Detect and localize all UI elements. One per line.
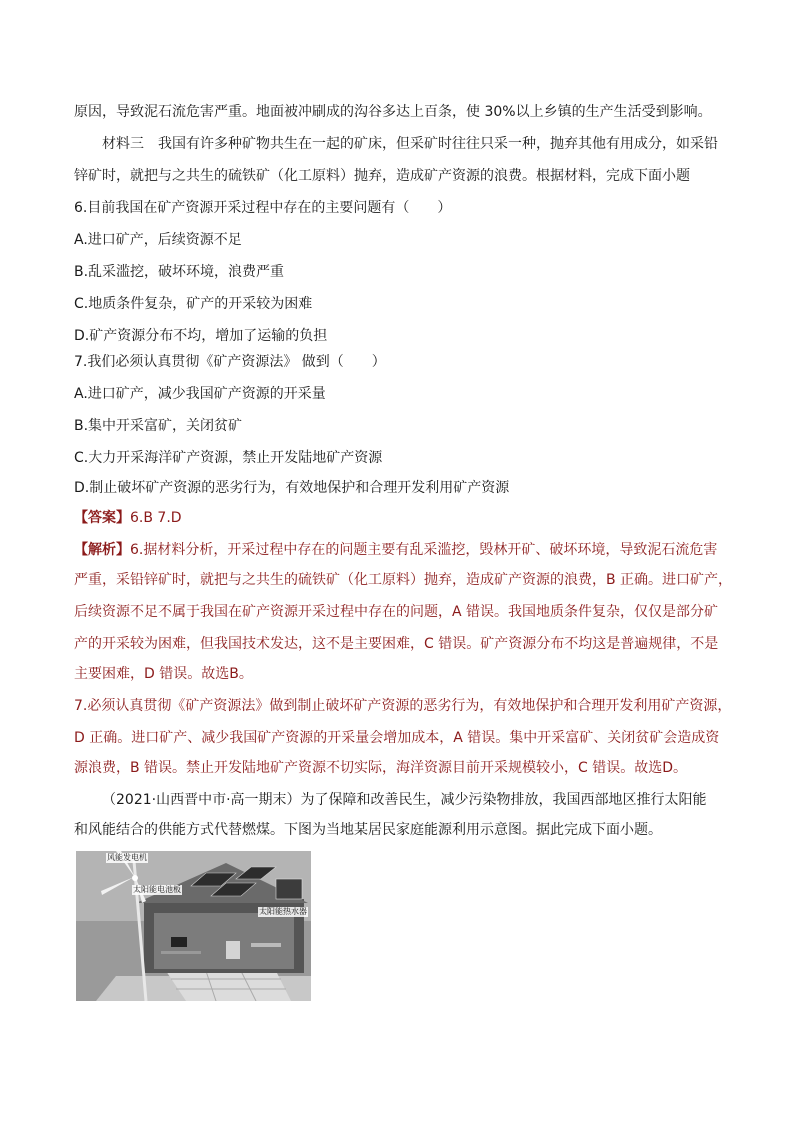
intro-line: 和风能结合的供能方式代替燃煤。下图为当地某居民家庭能源利用示意图。据此完成下面小题。 [74,822,662,838]
wind-turbine-label: 风能发电机 [107,853,147,862]
analysis-line: 主要困难，D 错误。故选B。 [74,666,253,682]
question-6-option-a: A.进口矿产，后续资源不足 [74,232,242,248]
question-7-option-a: A.进口矿产，减少我国矿产资源的开采量 [74,386,326,402]
question-7-option-c: C.大力开采海洋矿产资源，禁止开发陆地矿产资源 [74,450,383,466]
analysis-tag: 【解析】 [74,542,130,558]
solar-panel-label: 太阳能电池板 [133,885,181,894]
solar-water-heater-label: 太阳能热水器 [259,907,307,916]
body-text-line: 锌矿时，就把与之共生的硫铁矿（化工原料）抛弃，造成矿产资源的浪费。根据材料，完成下面小题 [74,168,690,184]
house-illustration [76,851,311,1001]
question-7-option-d: D.制止破坏矿产资源的恶劣行为，有效地保护和合理开发利用矿产资源 [74,480,510,496]
question-6-stem: 6.目前我国在矿产资源开采过程中存在的主要问题有（ ） [74,200,452,216]
answer-tag: 【答案】 [74,510,130,526]
analysis-line: 产的开采较为困难，但我国技术发达，这不是主要困难，C 错误。矿产资源分布不均这是普遍规律，不是 [74,636,719,652]
intro-line: （2021·山西晋中市·高一期末）为了保障和改善民生，减少污染物排放，我国西部地区推行太阳能 [102,792,707,808]
question-7-stem: 7.我们必须认真贯彻《矿产资源法》 做到（ ） [74,354,386,370]
analysis-line: D 正确。进口矿产、减少我国矿产资源的开采量会增加成本，A 错误。集中开采富矿、关闭贫矿会造成资 [74,730,720,746]
question-6-option-b: B.乱采滥挖，破坏环境，浪费严重 [74,264,285,280]
household-energy-figure [76,851,311,1001]
analysis-line: 源浪费，B 错误。禁止开发陆地矿产资源不切实际，海洋资源目前开采规模较小，C 错误。故选D。 [74,760,688,776]
analysis-line: 严重，采铅锌矿时，就把与之共生的硫铁矿（化工原料）抛弃，造成矿产资源的浪费，B 正确。进口矿产， [74,572,733,588]
analysis-line [74,540,717,560]
answer-line [74,508,182,528]
body-text-line: 原因，导致泥石流危害严重。地面被冲刷成的沟谷多达上百条，使 30%以上乡镇的生产生活受到影响。 [74,104,712,120]
question-6-option-d: D.矿产资源分布不均，增加了运输的负担 [74,328,328,344]
analysis-line: 后续资源不足不属于我国在矿产资源开采过程中存在的问题，A 错误。我国地质条件复杂，仅仅是部分矿 [74,604,719,620]
material-three-line: 材料三 我国有许多种矿物共生在一起的矿床，但采矿时往往只采一种，抛弃其他有用成分，如采铅 [102,136,718,152]
answer-text: 6.B 7.D [130,510,182,526]
question-7-option-b: B.集中开采富矿，关闭贫矿 [74,418,243,434]
analysis-line: 7.必须认真贯彻《矿产资源法》做到制止破坏矿产资源的恶劣行为，有效地保护和合理开发利用矿产资源， [74,698,732,714]
analysis-text: 6.据材料分析，开采过程中存在的问题主要有乱采滥挖，毁林开矿、破坏环境，导致泥石流危害 [130,542,718,558]
question-6-option-c: C.地质条件复杂，矿产的开采较为困难 [74,296,313,312]
